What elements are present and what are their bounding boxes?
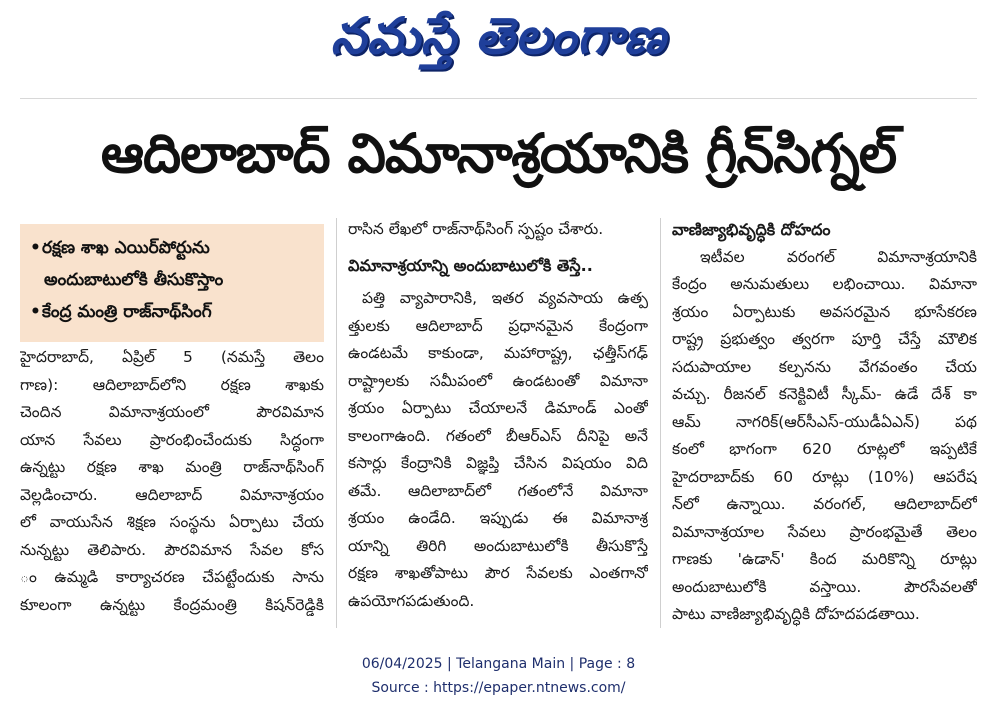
column-3-line: పాటు వాణిజ్యాభివృద్ధికి దోహదపడతాయి.: [672, 605, 920, 623]
bullet-icon: •: [30, 302, 41, 322]
column-3-line: సదుపాయాల కల్పనను వేగవంతం చేయ: [672, 357, 977, 376]
article-column-2: [348, 216, 648, 615]
column-2-line: రాష్ట్రాలకు సమీపంలో ఉండటంతో విమానా: [348, 371, 648, 390]
column-2-line: యాన్ని తిరిగి అందుబాటులోకి తీసుకొస్తే: [348, 536, 648, 555]
kicker-text-1: రక్షణ శాఖ ఎయిర్‌పోర్టును: [42, 238, 210, 258]
column-1-line: హైదరాబాద్, ఏప్రిల్ 5 (నమస్తే తెలం: [20, 348, 324, 366]
column-1-line: వెల్లడించారు. ఆదిలాబాద్ విమానాశ్రయం: [20, 485, 324, 504]
column-2-line: ఉపయోగపడుతుంది.: [348, 591, 475, 610]
kicker-text-3: కేంద్ర మంత్రి రాజ్‌నాథ్‌సింగ్: [42, 302, 212, 322]
column-1-line: చెందిన విమానాశ్రయంలో పౌరవిమాన: [20, 403, 324, 421]
column-divider-2: [660, 218, 661, 628]
footer-date-edition: 06/04/2025 | Telangana Main | Page : 8: [361, 656, 636, 672]
column-2-top-line: రాసిన లేఖలో రాజ్‌నాథ్‌సింగ్ స్పష్టం చేశారు.: [348, 220, 604, 238]
column-3-line: వచ్చు. రీజనల్ కనెక్టివిటీ స్కీమ్- ఉడే దేశ్ కా: [672, 385, 977, 403]
kicker-box: [20, 224, 324, 342]
footer-source: Source : https://epaper.ntnews.com/: [371, 680, 626, 696]
article-column-1: [20, 344, 324, 619]
article-headline: ఆదిలాబాద్ విమానాశ్రయానికి గ్రీన్‌సిగ్నల్: [100, 122, 897, 185]
column-3-line: న్‌లో ఉన్నాయి. వరంగల్, ఆదిలాబాద్‌లో: [672, 495, 977, 513]
column-3-line: కంలో భాగంగా 620 రూట్లలో ఇప్పటికే: [672, 440, 977, 458]
column-2-line: తమే. ఆదిలాబాద్‌లో గతంలోనే విమానా: [348, 481, 648, 500]
column-2-line: కసార్లు కేంద్రానికి విజ్ఞప్తి చేసిన విషయం విది: [348, 454, 648, 472]
column-2-line: శ్రయం ఏర్పాటు చేయాలనే డిమాండ్ ఎంతో: [348, 399, 648, 417]
column-1-line: గాణ): ఆదిలాబాద్‌లోని రక్షణ శాఖకు: [20, 375, 324, 394]
column-3-line: శ్రయం ఏర్పాటుకు అవసరమైన భూసేకరణ: [672, 302, 977, 321]
column-2-subheading: విమానాశ్రయాన్ని అందుబాటులోకి తెస్తే..: [348, 255, 593, 275]
column-1-line: లో వాయుసేన శిక్షణ సంస్థను ఏర్పాటు చేయ: [20, 513, 324, 531]
column-3-line: రాష్ట్ర ప్రభుత్వం త్వరగా పూర్తి చేస్తే మౌలిక: [672, 330, 977, 348]
newspaper-masthead: నమస్తే తెలంగాణ: [330, 6, 667, 65]
column-3-line: గాణకు 'ఉడాన్' కింద మరికొన్ని రూట్లు: [672, 550, 977, 568]
column-1-line: ం ఉమ్మడి కార్యాచరణ చేపట్టేందుకు సాను: [20, 568, 324, 586]
column-3-line: ఇటీవల వరంగల్ విమానాశ్రయానికి: [700, 247, 977, 266]
column-3-line: ఆమ్ నాగరిక్(ఆర్‌సీఎస్-యుడీఏఎన్) పథ: [672, 412, 977, 431]
bullet-icon: •: [30, 238, 41, 258]
column-2-line: కాలంగాఉంది. గతంలో బీఆర్‌ఎస్ దీనిపై అనే: [348, 426, 648, 445]
column-2-line: త్తులకు ఆదిలాబాద్ ప్రధానమైన కేంద్రంగా: [348, 316, 648, 335]
column-3-line: విమానాశ్రయాల సేవలు ప్రారంభమైతే తెలం: [672, 522, 977, 541]
column-2-line: శ్రయం ఉండేది. ఇప్పుడు ఈ విమానాశ్ర: [348, 509, 648, 527]
column-3-subheading: వాణిజ్యాభివృద్ధికి దోహదం: [672, 220, 831, 239]
column-2-line: పత్తి వ్యాపారానికి, ఇతర వ్యవసాయ ఉత్ప: [362, 289, 648, 307]
column-1-line: ఉన్నట్టు రక్షణ శాఖ మంత్రి రాజ్‌నాథ్‌సింగ్: [20, 458, 324, 476]
masthead-divider: [20, 98, 977, 99]
kicker-line-1: [30, 232, 314, 264]
kicker-line-3: [30, 296, 314, 328]
article-column-3: [672, 216, 977, 629]
column-3-line: కేంద్రం అనుమతులు లభించాయి. విమానా: [672, 275, 977, 293]
column-2-line: రక్షణ శాఖతోపాటు పౌర సేవలకు ఎంతగానో: [348, 564, 648, 582]
column-2-line: ఉండటమే కాకుండా, మహారాష్ట్ర, ఛత్తీస్‌గఢ్: [348, 344, 648, 362]
column-divider-1: [336, 218, 337, 628]
column-1-line: యాన సేవలు ప్రారంభించేందుకు సిద్ధంగా: [20, 430, 324, 449]
column-1-line: కూలంగా ఉన్నట్టు కేంద్రమంత్రి కిషన్‌రెడ్డికి: [20, 595, 324, 614]
column-1-line: నున్నట్టు తెలిపారు. పౌరవిమాన సేవల కోస: [20, 540, 324, 559]
column-3-line: అందుబాటులోకి వస్తాయి. పౌరసేవలతో: [672, 577, 977, 596]
kicker-line-2: అందుబాటులోకి తీసుకొస్తాం: [44, 270, 224, 290]
column-3-line: హైదరాబాద్‌కు 60 రూట్లు (10%) ఆపరేష: [672, 467, 977, 486]
